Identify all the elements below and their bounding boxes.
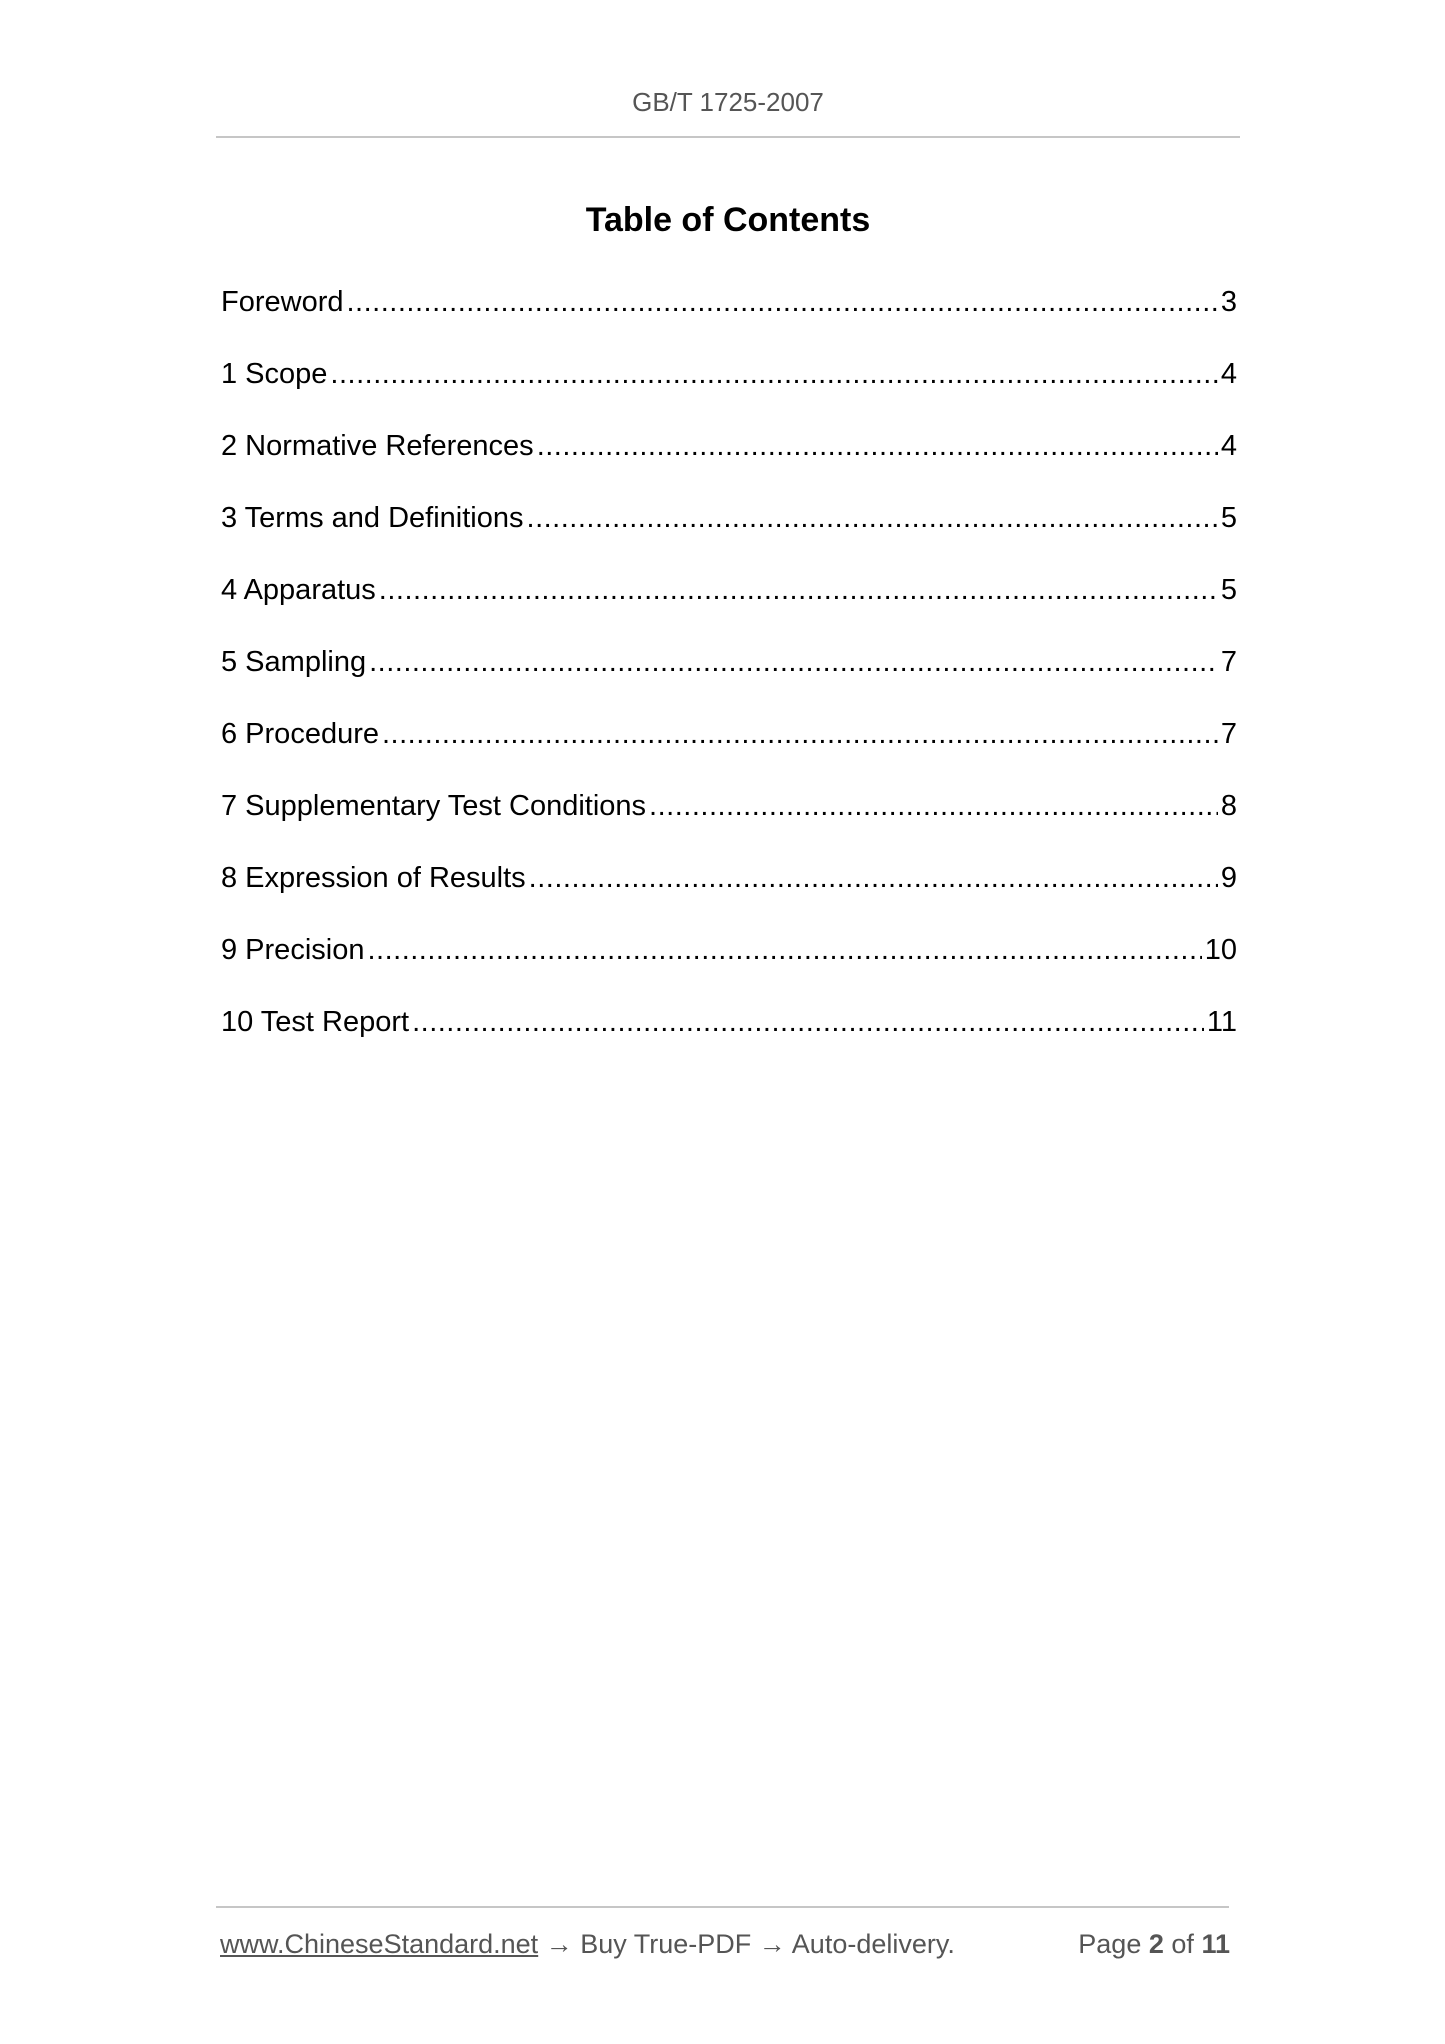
toc-entry-label: 10 Test Report [221,1006,410,1038]
arrow-right-icon: → [545,1929,573,1959]
toc-leader-dots [382,714,1218,754]
toc-entry-expression-of-results[interactable] [221,858,1237,930]
website-link[interactable]: www.ChineseStandard.net [220,1929,539,1959]
toc-leader-dots [379,570,1218,610]
toc-entry-page: 5 [1220,574,1237,606]
toc-entry-procedure[interactable] [221,714,1237,786]
toc-entry-page: 7 [1220,718,1237,750]
toc-leader-dots [369,642,1218,682]
toc-entry-label: 9 Precision [221,934,365,966]
toc-entry-page: 9 [1220,862,1237,894]
toc-entry-label: 7 Supplementary Test Conditions [221,790,647,822]
toc-leader-dots [347,282,1218,322]
toc-leader-dots [529,858,1218,898]
toc-entry-page: 4 [1220,430,1237,462]
current-page-number: 2 [1148,1929,1164,1959]
header-divider [216,136,1240,138]
toc-entry-normative-references[interactable] [221,426,1237,498]
delivery-text: Auto-delivery. [791,1929,955,1959]
footer-promo [220,1922,955,1966]
toc-leader-dots [330,354,1217,394]
toc-entry-supplementary-test-conditions[interactable] [221,786,1237,858]
toc-leader-dots [527,498,1218,538]
toc-title: Table of Contents [585,201,871,239]
footer-divider [216,1906,1229,1908]
toc-leader-dots [649,786,1218,826]
toc-entry-foreword[interactable] [221,282,1237,354]
toc-entry-page: 7 [1220,646,1237,678]
toc-entry-terms-and-definitions[interactable] [221,498,1237,570]
toc-entry-label: Foreword [221,286,344,318]
document-header [216,82,1240,122]
toc-entry-label: 1 Scope [221,358,328,390]
total-pages-number: 11 [1201,1929,1230,1959]
toc-entry-sampling[interactable] [221,642,1237,714]
toc-entry-label: 5 Sampling [221,646,367,678]
toc-entry-precision[interactable] [221,930,1237,1002]
toc-entry-label: 3 Terms and Definitions [221,502,524,534]
page-footer [220,1922,1230,1966]
toc-entry-label: 2 Normative References [221,430,534,462]
toc-entry-page: 5 [1220,502,1237,534]
of-word: of [1171,1929,1194,1959]
toc-entry-page: 10 [1204,934,1237,966]
toc-entry-label: 8 Expression of Results [221,862,526,894]
toc-entry-test-report[interactable] [221,1002,1237,1074]
toc-entry-label: 4 Apparatus [221,574,376,606]
toc-entry-label: 6 Procedure [221,718,379,750]
toc-entry-page: 4 [1220,358,1237,390]
toc-list [221,282,1237,1074]
buy-text: Buy True-PDF [580,1929,752,1959]
document-id: GB/T 1725-2007 [632,87,824,117]
toc-entry-scope[interactable] [221,354,1237,426]
toc-leader-dots [367,930,1201,970]
toc-entry-page: 8 [1220,790,1237,822]
arrow-right-icon: → [758,1929,786,1959]
toc-entry-page: 11 [1206,1006,1237,1038]
page-word: Page [1078,1929,1142,1959]
toc-entry-apparatus[interactable] [221,570,1237,642]
page-indicator [1078,1922,1230,1966]
toc-leader-dots [412,1002,1204,1042]
toc-entry-page: 3 [1220,286,1237,318]
toc-leader-dots [537,426,1218,466]
